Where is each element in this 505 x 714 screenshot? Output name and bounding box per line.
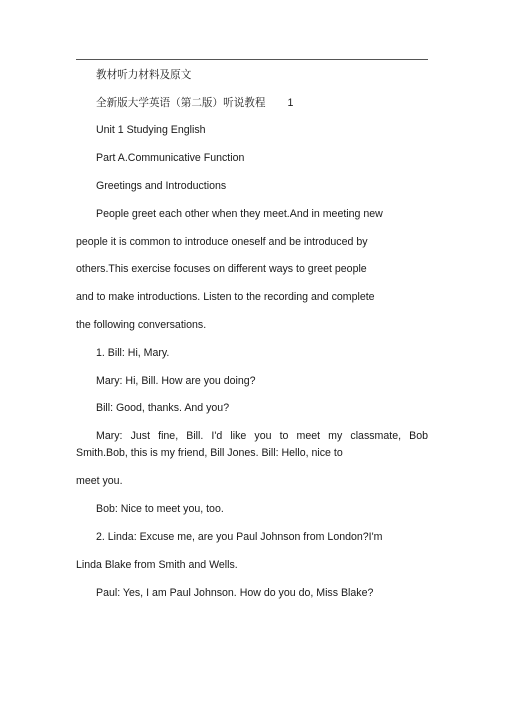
topic-heading: Greetings and Introductions bbox=[96, 180, 227, 192]
dialogue-line: Mary: Hi, Bill. How are you doing? bbox=[96, 375, 256, 387]
dialogue-line: 1. Bill: Hi, Mary. bbox=[96, 347, 170, 359]
dialogue-line: Bob: Nice to meet you, too. bbox=[96, 503, 224, 515]
dialogue-line: Bill: Good, thanks. And you? bbox=[96, 402, 230, 414]
dialogue-line: Smith.Bob, this is my friend, Bill Jones. Bill: Hello, nice to bbox=[76, 447, 343, 459]
unit-heading: Unit 1 Studying English bbox=[96, 124, 206, 136]
dialogue-line: 2. Linda: Excuse me, are you Paul Johnson from London?I'm bbox=[96, 531, 383, 543]
paragraph-line: the following conversations. bbox=[76, 319, 207, 331]
dialogue-line: Paul: Yes, I am Paul Johnson. How do you do, Miss Blake? bbox=[96, 587, 374, 599]
dialogue-line: Linda Blake from Smith and Wells. bbox=[76, 559, 238, 571]
header-rule bbox=[76, 59, 428, 60]
page-number: 1 bbox=[287, 97, 294, 109]
part-heading: Part A.Communicative Function bbox=[96, 152, 245, 164]
dialogue-line: Mary: Just fine, Bill. I'd like you to meet my classmate, Bob bbox=[96, 430, 428, 442]
book-title: 全新版大学英语（第二版）听说教程 bbox=[96, 97, 266, 109]
paragraph-line: people it is common to introduce oneself and be introduced by bbox=[76, 236, 368, 248]
paragraph-line: and to make introductions. Listen to the recording and complete bbox=[76, 291, 375, 303]
paragraph-line: others.This exercise focuses on different ways to greet people bbox=[76, 263, 367, 275]
dialogue-line: meet you. bbox=[76, 475, 123, 487]
book-title-line bbox=[96, 96, 293, 110]
paragraph-line: People greet each other when they meet.And in meeting new bbox=[96, 208, 383, 220]
document-title: 教材听力材料及原文 bbox=[96, 69, 192, 81]
